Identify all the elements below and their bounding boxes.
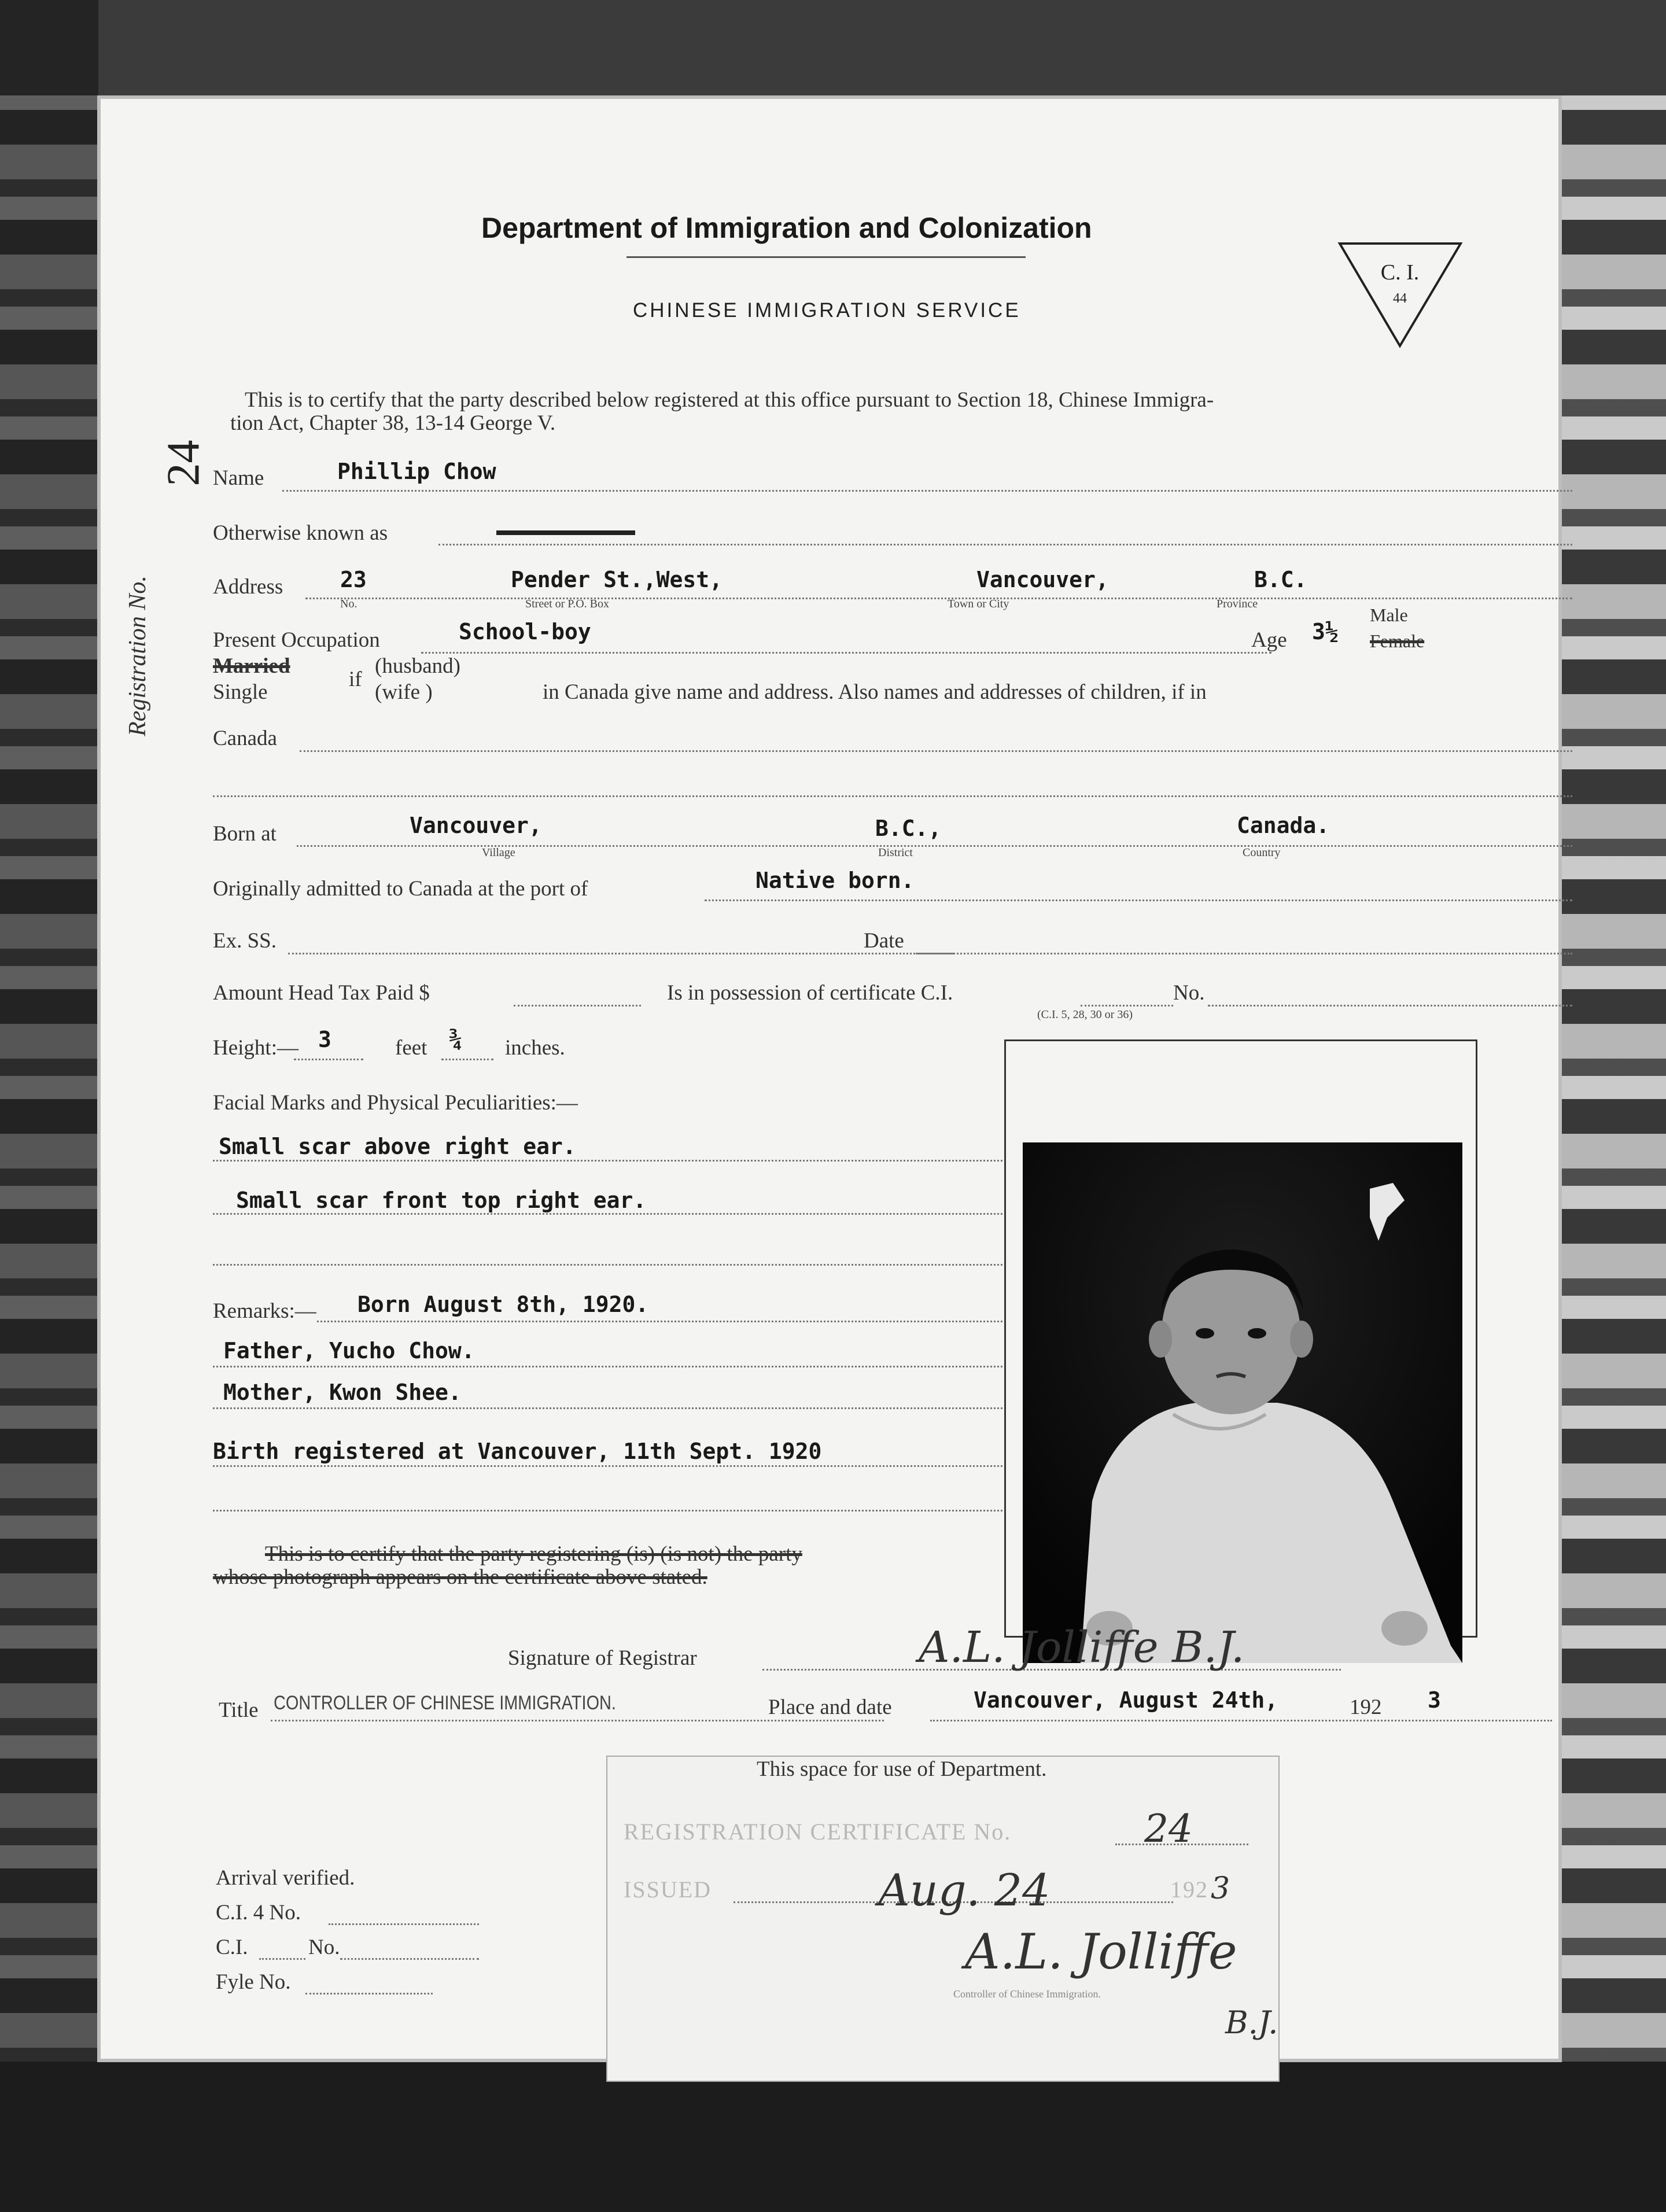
registration-number-label: Registration No. bbox=[124, 576, 151, 736]
born-district-caption: District bbox=[878, 846, 913, 859]
canada-label: Canada bbox=[213, 727, 277, 750]
height-inches: ¾ bbox=[449, 1027, 462, 1052]
wife-label: (wife ) bbox=[375, 680, 433, 704]
struck-statement-2: whose photograph appears on the certificate above stated. bbox=[213, 1565, 707, 1589]
address-city: Vancouver, bbox=[976, 567, 1109, 592]
occupation-value: School-boy bbox=[459, 619, 591, 644]
address-number: 23 bbox=[340, 567, 367, 592]
form-code-top: C. I. bbox=[1380, 260, 1420, 285]
date-label: Date bbox=[864, 929, 904, 953]
fyle-label: Fyle No. bbox=[216, 1970, 291, 1994]
form-code-triangle bbox=[1335, 239, 1465, 349]
facial-label: Facial Marks and Physical Peculiarities:— bbox=[213, 1091, 578, 1115]
controller-caption: Controller of Chinese Immigration. bbox=[953, 1988, 1101, 2000]
otherwise-label: Otherwise known as bbox=[213, 521, 388, 545]
remarks-line-4: Birth registered at Vancouver, 11th Sept. 1920 bbox=[213, 1439, 822, 1464]
address-province: B.C. bbox=[1254, 567, 1307, 592]
certification-line-2: tion Act, Chapter 38, 13-14 George V. bbox=[230, 411, 556, 435]
place-value: Vancouver, August 24th, bbox=[974, 1687, 1278, 1713]
registrar-signature: A.L. Jolliffe B.J. bbox=[919, 1623, 1245, 1672]
name-value: Phillip Chow bbox=[337, 459, 496, 484]
sex-male: Male bbox=[1370, 604, 1408, 625]
struck-statement-1: This is to certify that the party registering (is) (is not) the party bbox=[265, 1542, 802, 1566]
address-street-caption: Street or P.O. Box bbox=[525, 598, 609, 610]
facial-line-2: Small scar front top right ear. bbox=[236, 1188, 647, 1213]
signature-label: Signature of Registrar bbox=[508, 1646, 697, 1670]
issued-value: Aug. 24 bbox=[878, 1864, 1051, 1916]
single-label: Single bbox=[213, 680, 268, 704]
year-suffix: 3 bbox=[1428, 1687, 1441, 1713]
issued-year-suffix: 3 bbox=[1211, 1871, 1230, 1906]
title-value: CONTROLLER OF CHINESE IMMIGRATION. bbox=[274, 1692, 616, 1714]
sex-female-struck: Female bbox=[1370, 631, 1425, 651]
initials: B.J. bbox=[1225, 2004, 1278, 2041]
place-label: Place and date bbox=[768, 1695, 892, 1719]
department-heading: This space for use of Department. bbox=[757, 1757, 1047, 1781]
height-feet: 3 bbox=[318, 1027, 331, 1052]
department-use-box bbox=[606, 1756, 1280, 2082]
arrival-verified: Arrival verified. bbox=[216, 1866, 355, 1890]
reg-cert-label: REGISTRATION CERTIFICATE No. bbox=[624, 1819, 1012, 1845]
possession-label: Is in possession of certificate C.I. bbox=[667, 981, 953, 1005]
height-label: Height:— bbox=[213, 1036, 298, 1060]
reg-cert-value: 24 bbox=[1144, 1807, 1193, 1851]
year-prefix: 192 bbox=[1350, 1695, 1382, 1719]
ci-label: C.I. bbox=[216, 1936, 248, 1959]
headtax-label: Amount Head Tax Paid $ bbox=[213, 981, 430, 1005]
age-value: 3½ bbox=[1312, 619, 1339, 644]
title-label: Title bbox=[219, 1698, 259, 1722]
age-label: Age bbox=[1251, 628, 1287, 652]
address-city-caption: Town or City bbox=[948, 598, 1009, 610]
controller-signature: A.L. Jolliffe bbox=[965, 1923, 1237, 1980]
inches-label: inches. bbox=[505, 1036, 565, 1060]
form-code-bottom: 44 bbox=[1393, 291, 1407, 306]
married-struck: Married bbox=[213, 654, 290, 678]
child-portrait-image bbox=[1023, 1142, 1462, 1663]
exss-label: Ex. SS. bbox=[213, 929, 277, 953]
registrant-photograph bbox=[1023, 1142, 1462, 1663]
possession-no-label: No. bbox=[1173, 981, 1205, 1005]
service-subtitle: CHINESE IMMIGRATION SERVICE bbox=[633, 299, 1021, 322]
address-province-caption: Province bbox=[1217, 598, 1258, 610]
ci4-label: C.I. 4 No. bbox=[216, 1901, 301, 1925]
address-label: Address bbox=[213, 575, 283, 599]
born-village-caption: Village bbox=[482, 846, 515, 859]
remarks-line-1: Born August 8th, 1920. bbox=[357, 1292, 649, 1317]
film-border-left bbox=[0, 0, 98, 2212]
born-district: B.C., bbox=[875, 816, 942, 841]
registration-certificate bbox=[97, 95, 1562, 2062]
feet-label: feet bbox=[395, 1036, 427, 1060]
name-label: Name bbox=[213, 466, 264, 490]
admitted-value: Native born. bbox=[755, 868, 915, 893]
facial-line-1: Small scar above right ear. bbox=[219, 1134, 576, 1159]
born-country: Canada. bbox=[1237, 813, 1330, 838]
born-label: Born at bbox=[213, 822, 277, 846]
remarks-line-3: Mother, Kwon Shee. bbox=[223, 1380, 462, 1405]
canada-instructions: in Canada give name and address. Also names and addresses of children, if in bbox=[543, 680, 1207, 704]
otherwise-value-redacted bbox=[496, 530, 635, 535]
film-border-top bbox=[0, 0, 1666, 95]
address-street: Pender St.,West, bbox=[511, 567, 723, 592]
husband-label: (husband) bbox=[375, 654, 460, 678]
ci-no-label: No. bbox=[308, 1936, 340, 1959]
possession-caption: (C.I. 5, 28, 30 or 36) bbox=[1037, 1008, 1133, 1021]
born-country-caption: Country bbox=[1243, 846, 1281, 859]
occupation-label: Present Occupation bbox=[213, 628, 380, 652]
remarks-line-2: Father, Yucho Chow. bbox=[223, 1338, 475, 1363]
born-village: Vancouver, bbox=[410, 813, 542, 838]
issued-label: ISSUED bbox=[624, 1876, 712, 1903]
if-label: if bbox=[349, 668, 362, 691]
certification-line-1: This is to certify that the party described below registered at this office pursuant to Section 18, Chinese Immigra- bbox=[245, 388, 1214, 412]
admitted-label: Originally admitted to Canada at the port of bbox=[213, 877, 588, 901]
header-rule bbox=[626, 256, 1026, 258]
issued-year-prefix: 192 bbox=[1170, 1876, 1208, 1903]
film-border-bottom bbox=[0, 2062, 1666, 2212]
registration-number: 24 bbox=[158, 440, 209, 486]
address-number-caption: No. bbox=[340, 598, 357, 610]
department-title: Department of Immigration and Colonization bbox=[481, 212, 1092, 244]
remarks-label: Remarks:— bbox=[213, 1299, 316, 1323]
